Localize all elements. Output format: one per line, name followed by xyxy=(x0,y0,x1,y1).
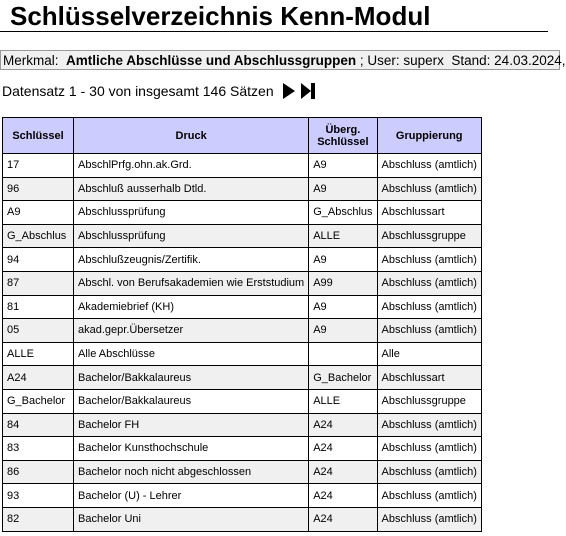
cell-gruppierung: Abschluss (amtlich) xyxy=(377,177,481,201)
cell-uebergeordneter-schluessel: A9 xyxy=(309,319,377,343)
cell-schluessel: 94 xyxy=(3,248,74,272)
cell-gruppierung: Abschluss (amtlich) xyxy=(377,507,481,531)
cell-uebergeordneter-schluessel: A24 xyxy=(309,460,377,484)
table-row xyxy=(3,366,482,390)
table-row xyxy=(3,295,482,319)
page-title: Schlüsselverzeichnis Kenn-Modul xyxy=(10,1,431,31)
cell-gruppierung: Abschluss (amtlich) xyxy=(377,271,481,295)
column-header-gruppierung[interactable]: Gruppierung xyxy=(377,118,481,154)
cell-gruppierung: Abschluss (amtlich) xyxy=(377,248,481,272)
record-count-text: Datensatz 1 - 30 von insgesamt 146 Sätzen xyxy=(2,83,274,99)
cell-uebergeordneter-schluessel: A9 xyxy=(309,248,377,272)
cell-uebergeordneter-schluessel: A24 xyxy=(309,413,377,437)
cell-schluessel: A24 xyxy=(3,366,74,390)
cell-druck: Abschluß ausserhalb Dtld. xyxy=(74,177,309,201)
column-header-uebergeordneter-schluessel[interactable]: Überg. Schlüssel xyxy=(309,118,377,154)
cell-druck: Abschlussprüfung xyxy=(74,201,309,225)
cell-druck: Bachelor/Bakkalaureus xyxy=(74,366,309,390)
cell-schluessel: 82 xyxy=(3,507,74,531)
table-row xyxy=(3,154,482,178)
last-page-button[interactable] xyxy=(300,82,316,100)
cell-schluessel: G_Abschlus xyxy=(3,224,74,248)
cell-gruppierung: Abschlussgruppe xyxy=(377,389,481,413)
cell-uebergeordneter-schluessel: G_Abschlus xyxy=(309,201,377,225)
cell-uebergeordneter-schluessel: A24 xyxy=(309,437,377,461)
cell-gruppierung: Abschluss (amtlich) xyxy=(377,484,481,508)
cell-uebergeordneter-schluessel: A9 xyxy=(309,177,377,201)
cell-schluessel: 83 xyxy=(3,437,74,461)
record-count xyxy=(2,82,316,100)
cell-druck: Alle Abschlüsse xyxy=(74,342,309,366)
cell-druck: Bachelor (U) - Lehrer xyxy=(74,484,309,508)
cell-uebergeordneter-schluessel: ALLE xyxy=(309,224,377,248)
column-header-druck[interactable]: Druck xyxy=(74,118,309,154)
cell-druck: Bachelor Uni xyxy=(74,507,309,531)
table-row xyxy=(3,389,482,413)
cell-druck: Akademiebrief (KH) xyxy=(74,295,309,319)
cell-uebergeordneter-schluessel xyxy=(309,342,377,366)
cell-schluessel: 05 xyxy=(3,319,74,343)
cell-schluessel: 93 xyxy=(3,484,74,508)
cell-druck: Bachelor/Bakkalaureus xyxy=(74,389,309,413)
stand-info: Stand: 24.03.2024, xyxy=(451,53,566,68)
cell-schluessel: 86 xyxy=(3,460,74,484)
cell-schluessel: G_Bachelor xyxy=(3,389,74,413)
cell-uebergeordneter-schluessel: ALLE xyxy=(309,389,377,413)
cell-druck: Abschlußzeugnis/Zertifik. xyxy=(74,248,309,272)
table-header-row xyxy=(3,118,482,154)
filter-info-bar xyxy=(0,50,566,70)
skip-to-end-icon xyxy=(300,82,316,100)
cell-gruppierung: Abschluss (amtlich) xyxy=(377,154,481,178)
title-divider xyxy=(0,31,548,32)
table-row xyxy=(3,248,482,272)
cell-gruppierung: Abschlussart xyxy=(377,201,481,225)
cell-schluessel: A9 xyxy=(3,201,74,225)
cell-schluessel: 17 xyxy=(3,154,74,178)
table-row xyxy=(3,507,482,531)
column-header-schluessel[interactable]: Schlüssel xyxy=(3,118,74,154)
next-page-button[interactable] xyxy=(282,82,296,100)
cell-uebergeordneter-schluessel: G_Bachelor xyxy=(309,366,377,390)
table-row xyxy=(3,224,482,248)
table-row xyxy=(3,342,482,366)
cell-schluessel: 96 xyxy=(3,177,74,201)
table-row xyxy=(3,460,482,484)
cell-uebergeordneter-schluessel: A9 xyxy=(309,154,377,178)
table-row xyxy=(3,413,482,437)
table-row xyxy=(3,319,482,343)
cell-druck: AbschlPrfg.ohn.ak.Grd. xyxy=(74,154,309,178)
cell-uebergeordneter-schluessel: A9 xyxy=(309,295,377,319)
cell-schluessel: ALLE xyxy=(3,342,74,366)
cell-gruppierung: Abschluss (amtlich) xyxy=(377,319,481,343)
cell-gruppierung: Abschluss (amtlich) xyxy=(377,413,481,437)
cell-gruppierung: Abschluss (amtlich) xyxy=(377,295,481,319)
play-icon xyxy=(282,82,296,100)
user-info: ; User: superx xyxy=(359,53,444,68)
cell-druck: Bachelor FH xyxy=(74,413,309,437)
cell-uebergeordneter-schluessel: A99 xyxy=(309,271,377,295)
cell-druck: Bachelor noch nicht abgeschlossen xyxy=(74,460,309,484)
cell-gruppierung: Alle xyxy=(377,342,481,366)
cell-gruppierung: Abschlussgruppe xyxy=(377,224,481,248)
merkmal-value: Amtliche Abschlüsse und Abschlussgruppen xyxy=(66,53,357,68)
table-row xyxy=(3,437,482,461)
table-row xyxy=(3,177,482,201)
table-row xyxy=(3,201,482,225)
cell-uebergeordneter-schluessel: A24 xyxy=(309,484,377,508)
merkmal-label: Merkmal: xyxy=(3,53,59,68)
cell-gruppierung: Abschlussart xyxy=(377,366,481,390)
cell-druck: Abschl. von Berufsakademien wie Erststudium xyxy=(74,271,309,295)
table-row xyxy=(3,271,482,295)
cell-druck: Bachelor Kunsthochschule xyxy=(74,437,309,461)
cell-schluessel: 87 xyxy=(3,271,74,295)
cell-schluessel: 81 xyxy=(3,295,74,319)
table-row xyxy=(3,484,482,508)
cell-druck: Abschlussprüfung xyxy=(74,224,309,248)
cell-schluessel: 84 xyxy=(3,413,74,437)
cell-gruppierung: Abschluss (amtlich) xyxy=(377,437,481,461)
key-table xyxy=(2,117,482,532)
cell-druck: akad.gepr.Übersetzer xyxy=(74,319,309,343)
cell-uebergeordneter-schluessel: A24 xyxy=(309,507,377,531)
cell-gruppierung: Abschluss (amtlich) xyxy=(377,460,481,484)
